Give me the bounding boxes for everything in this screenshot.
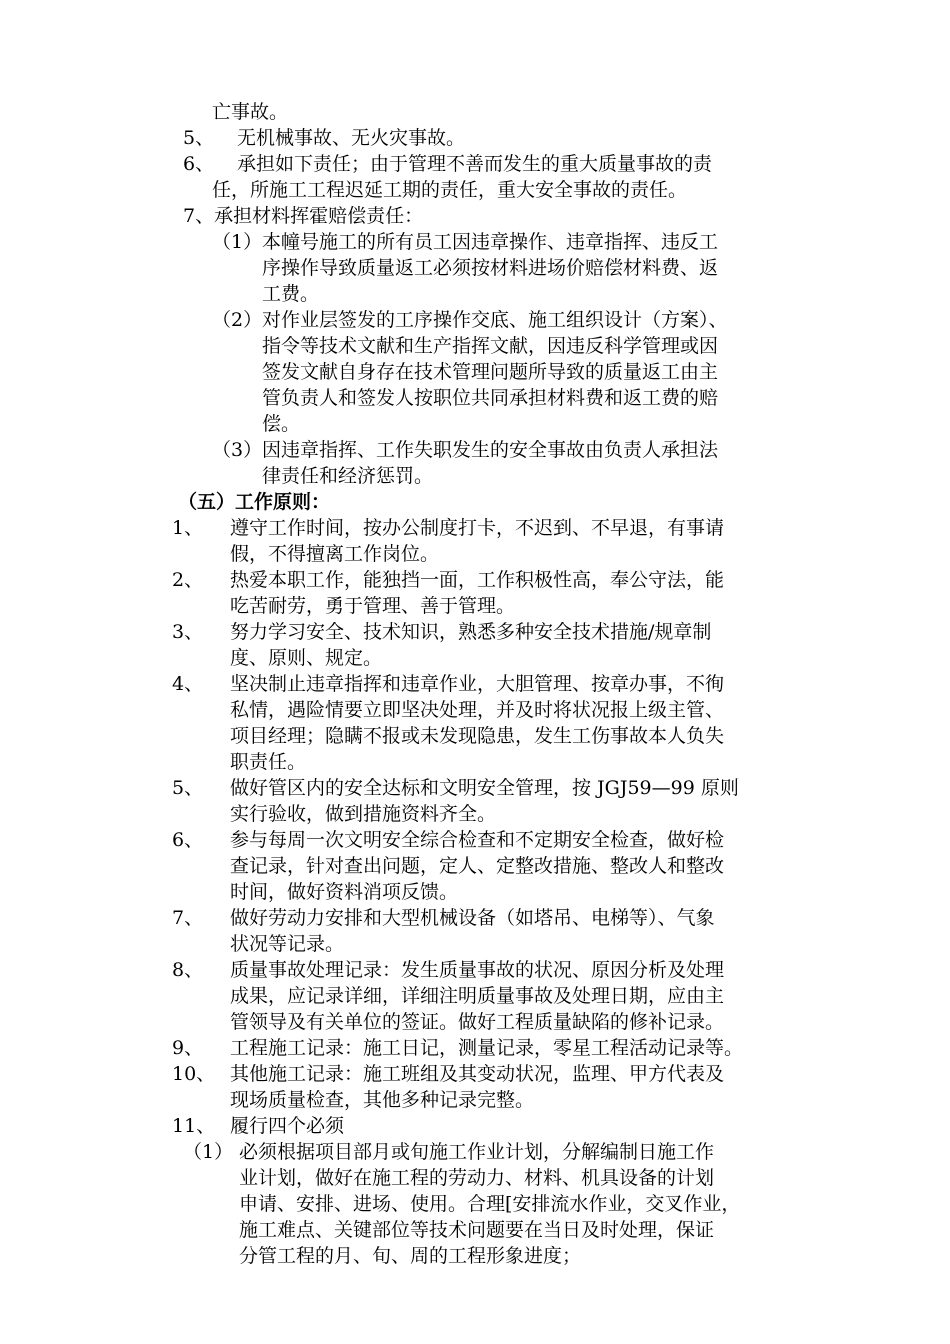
text-line: 成果，应记录详细，详细注明质量事故及处理日期，应由主: [230, 985, 725, 1007]
text-line: 7、承担材料挥霍赔偿责任：: [183, 205, 424, 227]
item-number: （3）: [212, 439, 263, 461]
text-line: 管领导及有关单位的签证。做好工程质量缺陷的修补记录。: [230, 1011, 725, 1033]
text-line: 本幢号施工的所有员工因违章操作、违章指挥、违反工: [262, 231, 719, 253]
text-line: 其他施工记录：施工班组及其变动状况，监理、甲方代表及: [230, 1063, 725, 1085]
item-number: （2）: [212, 309, 263, 331]
item-number: 6、: [172, 829, 204, 851]
text-line: 坚决制止违章指挥和违章作业，大胆管理、按章办事，不徇: [230, 673, 725, 695]
text-line: 律责任和经济惩罚。: [262, 465, 434, 487]
text-line: 签发文献自身存在技术管理问题所导致的质量返工由主: [262, 361, 719, 383]
item-number: 6、: [183, 153, 215, 175]
text-line: 做好劳动力安排和大型机械设备（如塔吊、电梯等）、气象: [230, 907, 715, 929]
item-number: 10、: [172, 1063, 216, 1085]
text-line: 职责任。: [230, 751, 307, 773]
section-heading: （五）工作原则：: [178, 491, 331, 513]
text-line: 施工难点、关键部位等技术问题要在当日及时处理，保证: [239, 1219, 715, 1241]
text-line: 履行四个必须: [230, 1115, 345, 1137]
item-number: （1）: [183, 1141, 234, 1163]
text-line: 无机械事故、无火灾事故。: [237, 127, 466, 149]
text-line: 遵守工作时间，按办公制度打卡，不迟到、不早退，有事请: [230, 517, 725, 539]
item-number: 5、: [183, 127, 215, 149]
text-line: 做好管区内的安全达标和文明安全管理，按 JGJ59—99 原则: [230, 777, 739, 799]
text-line: 工费。: [262, 283, 320, 305]
text-line: 承担如下责任；由于管理不善而发生的重大质量事故的责: [237, 153, 713, 175]
text-line: 序操作导致质量返工必须按材料进场价赔偿材料费、返: [262, 257, 719, 279]
text-line: 对作业层签发的工序操作交底、施工组织设计（方案）、: [262, 309, 728, 331]
item-text: [237, 125, 465, 151]
text-line: 指令等技术文献和生产指挥文献，因违反科学管理或因: [262, 335, 719, 357]
text-line: 分管工程的月、旬、周的工程形象进度；: [239, 1245, 582, 1267]
text-line: 实行验收，做到措施资料齐全。: [230, 803, 497, 825]
text-line: 度、原则、规定。: [230, 647, 383, 669]
text-line: 质量事故处理记录：发生质量事故的状况、原因分析及处理: [230, 959, 725, 981]
item-text: [183, 203, 423, 229]
item-number: 2、: [172, 569, 204, 591]
item-number: 9、: [172, 1037, 204, 1059]
text-line: 亡事故。: [212, 101, 289, 123]
text-line: 时间，做好资料消项反馈。: [230, 881, 459, 903]
text-line: 努力学习安全、技术知识，熟悉多种安全技术措施/规章制: [230, 621, 712, 643]
text-line: 管负责人和签发人按职位共同承担材料费和返工费的赔: [262, 387, 719, 409]
text-line: 任，所施工工程迟延工期的责任，重大安全事故的责任。: [212, 179, 688, 201]
item-number: 1、: [172, 517, 204, 539]
text-line: 查记录，针对查出问题，定人、定整改措施、整改人和整改: [230, 855, 725, 877]
item-number: 8、: [172, 959, 204, 981]
item-number: 5、: [172, 777, 204, 799]
text-line: 必须根据项目部月或旬施工作业计划，分解编制日施工作: [239, 1141, 715, 1163]
text-line: 业计划，做好在施工程的劳动力、材料、机具设备的计划: [239, 1167, 715, 1189]
item-number: （1）: [212, 231, 263, 253]
text-line: 项目经理；隐瞒不报或未发现隐患，发生工伤事故本人负失: [230, 725, 725, 747]
text-line: 因违章指挥、工作失职发生的安全事故由负责人承担法: [262, 439, 719, 461]
text-line: 吃苦耐劳，勇于管理、善于管理。: [230, 595, 516, 617]
item-number: 3、: [172, 621, 204, 643]
text-line: 私情，遇险情要立即坚决处理，并及时将状况报上级主管、: [230, 699, 725, 721]
item-number: 4、: [172, 673, 204, 695]
text-line: 偿。: [262, 413, 301, 435]
text-line: 假，不得擅离工作岗位。: [230, 543, 440, 565]
item-number: 7、: [172, 907, 204, 929]
text-line: 现场质量检查，其他多种记录完整。: [230, 1089, 535, 1111]
text-line: 工程施工记录：施工日记，测量记录，零星工程活动记录等。: [230, 1037, 744, 1059]
item-number: 11、: [172, 1115, 216, 1137]
text-line: 参与每周一次文明安全综合检查和不定期安全检查，做好检: [230, 829, 725, 851]
text-line: 状况等记录。: [230, 933, 345, 955]
text-line: 热爱本职工作，能独挡一面，工作积极性高，奉公守法，能: [230, 569, 725, 591]
text-line: 申请、安排、进场、使用。合理[安排流水作业，交叉作业，: [239, 1193, 741, 1215]
item-text: [212, 99, 288, 125]
